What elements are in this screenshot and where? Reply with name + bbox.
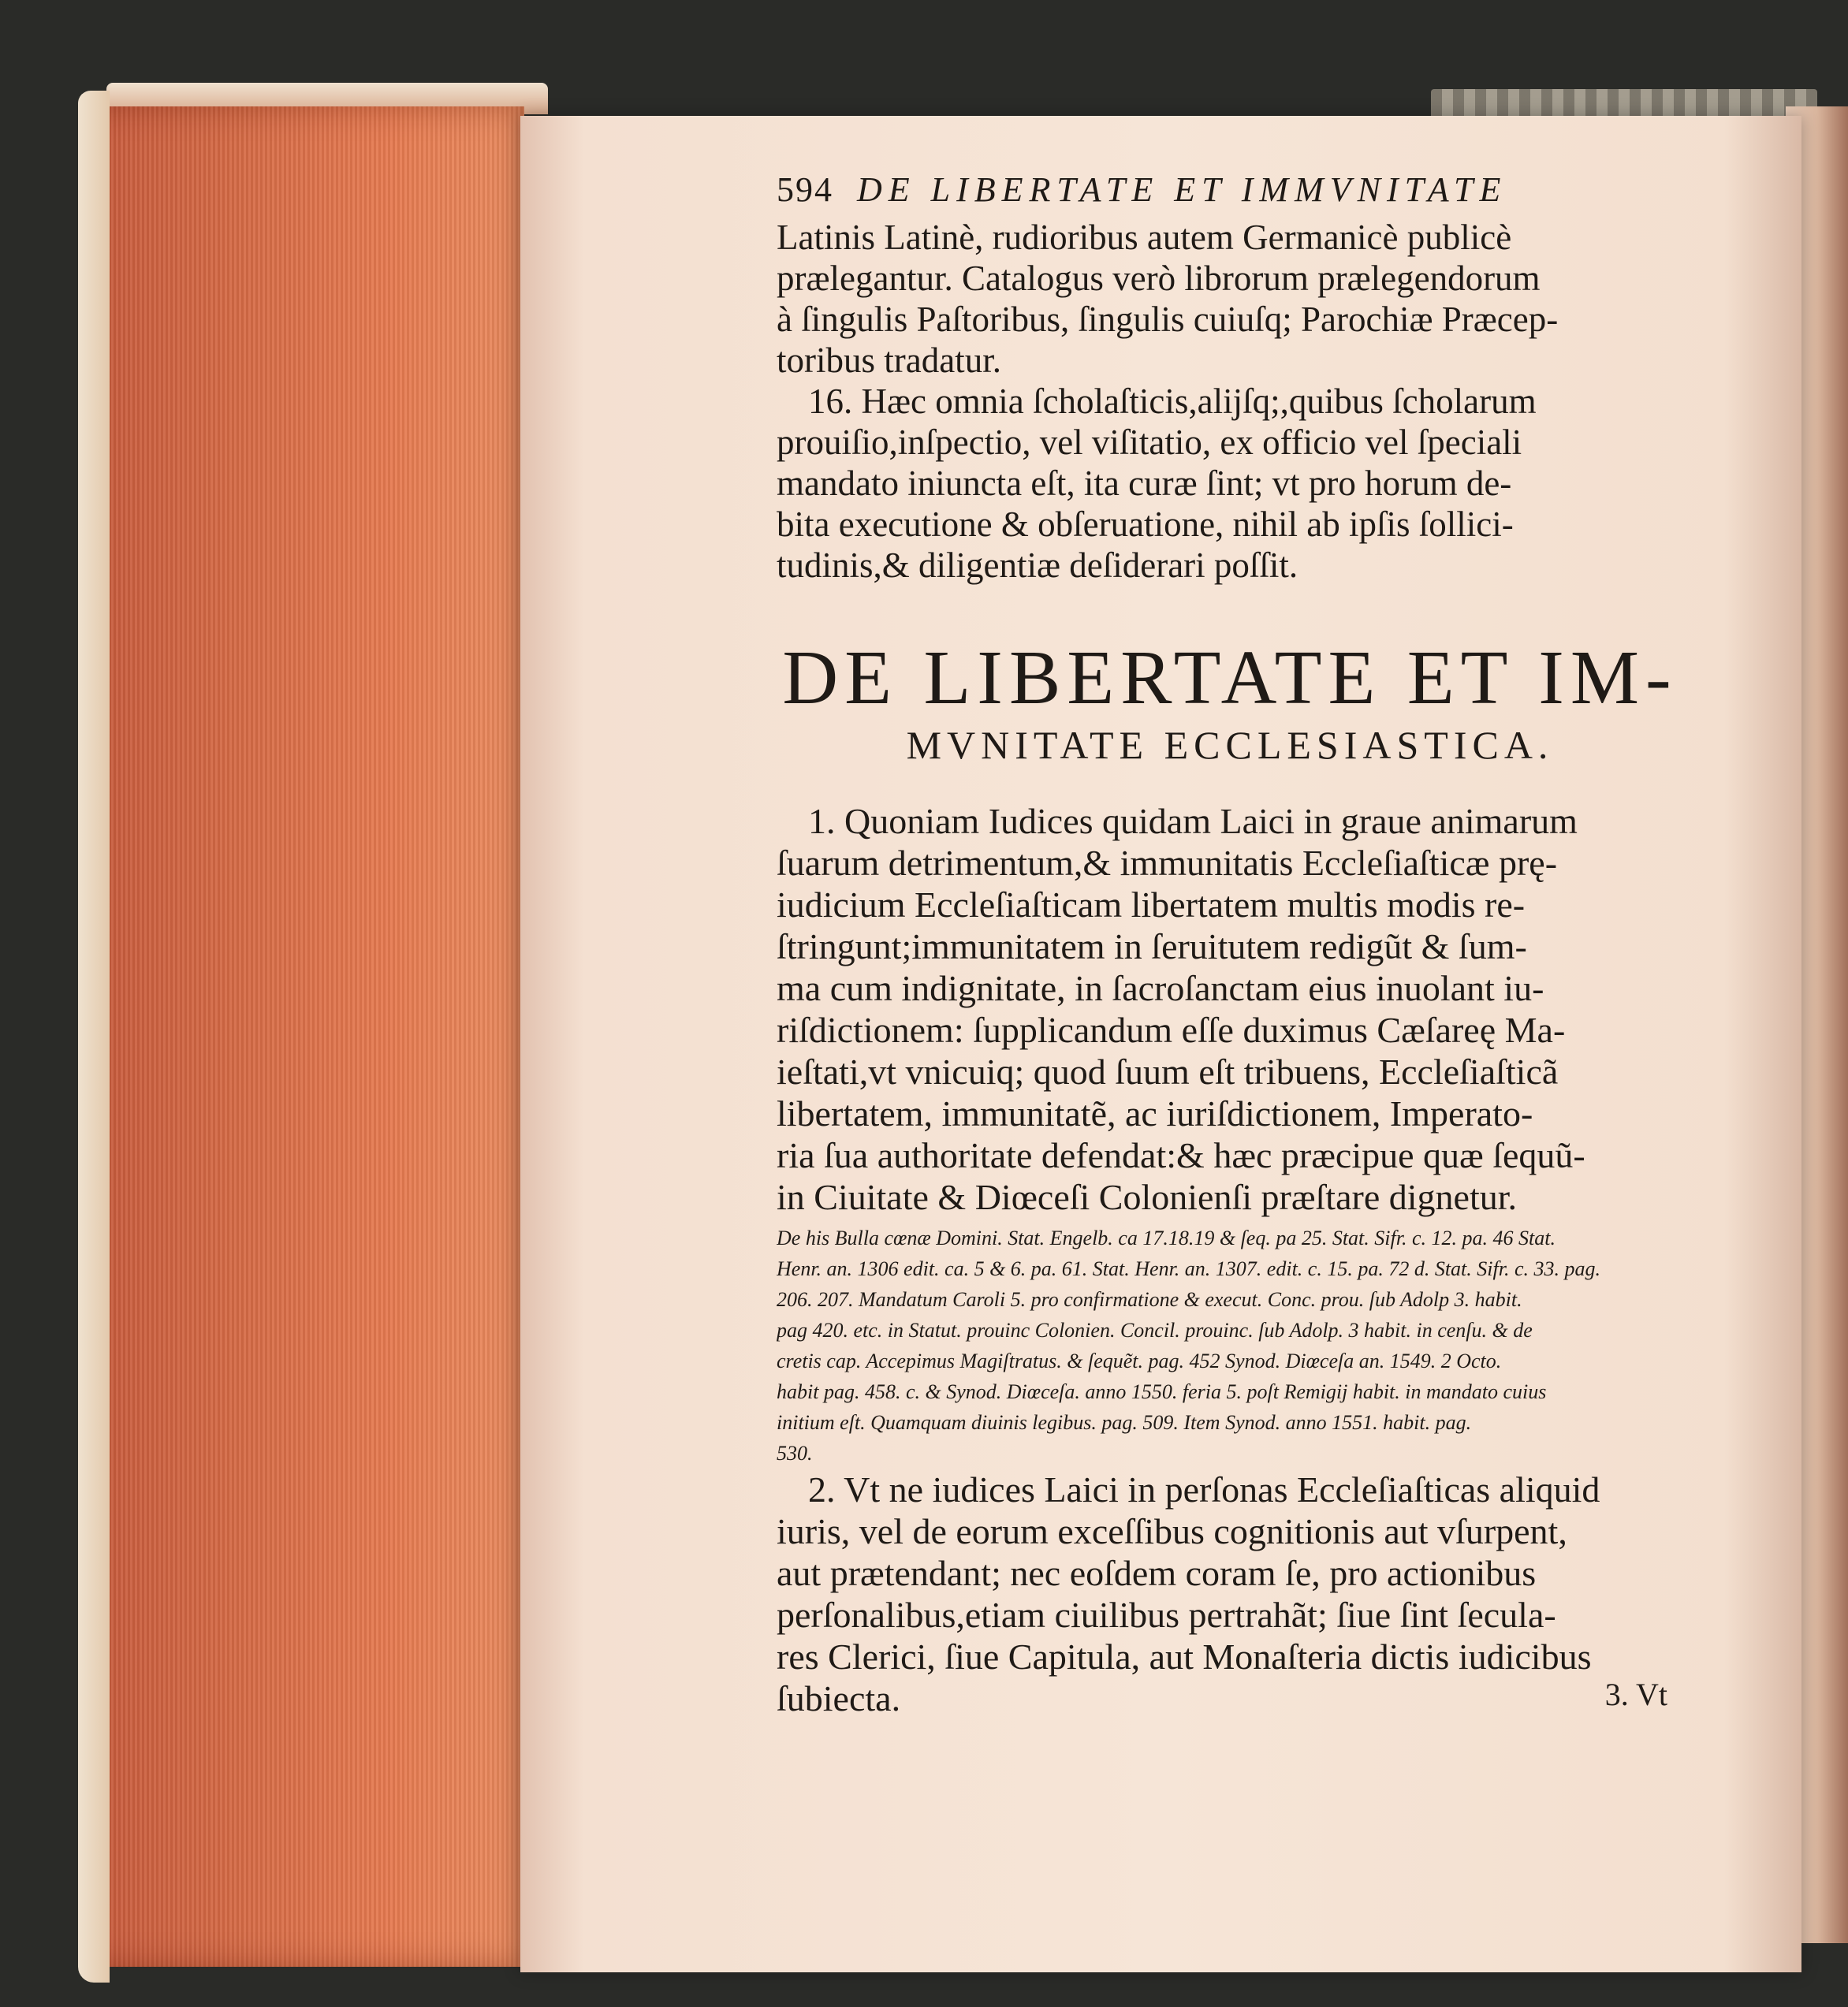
text-line: ma cum indignitate, in ſacroſanctam eius inuolant iu- — [777, 968, 1544, 1008]
text-line: 16. Hæc omnia ſcholaſticis,alijſq;,quibus ſcholarum — [808, 382, 1537, 421]
note-line: 206. 207. Mandatum Caroli 5. pro confirmatione & execut. Conc. prou. ſub Adolp 3. habit. — [777, 1288, 1522, 1311]
note-line: 530. — [777, 1442, 813, 1465]
text-line: ſubiecta. — [777, 1678, 901, 1718]
note-line: De his Bulla cœnæ Domini. Stat. Engelb. ca 17.18.19 & ſeq. pa 25. Stat. Sifr. c. 12. pa. 46 Stat. — [777, 1227, 1556, 1249]
running-title: DE LIBERTATE ET IMMVNITATE — [857, 170, 1507, 209]
vellum-cover-edge — [78, 91, 110, 1983]
text-line: prouiſio,inſpectio, vel viſitatio, ex officio vel ſpeciali — [777, 423, 1522, 462]
section-subtitle: MVNITATE ECCLESIASTICA. — [906, 723, 1554, 767]
marginal-references — [777, 1223, 1683, 1469]
text-line: aut prætendant; nec eoſdem coram ſe, pro actionibus — [777, 1553, 1537, 1593]
text-line: libertatem, immunitatẽ, ac iuriſdictionem, Imperato- — [777, 1093, 1533, 1134]
note-line: pag 420. etc. in Statut. prouinc Colonien. Concil. prouinc. ſub Adolp. 3 habit. in cenſu. & de — [777, 1319, 1533, 1342]
intro-paragraph — [777, 217, 1683, 586]
page-text — [777, 169, 1683, 1719]
red-fore-edge — [83, 106, 524, 1967]
text-line: prælegantur. Catalogus verò librorum prælegendorum — [777, 259, 1541, 298]
text-line: in Ciuitate & Diœceſi Colonienſi præſtare dignetur. — [777, 1177, 1518, 1217]
text-line: perſonalibus,etiam ciuilibus pertrahãt; ſiue ſint ſecula- — [777, 1595, 1556, 1635]
text-line: iuris, vel de eorum exceſſibus cognitionis aut vſurpent, — [777, 1511, 1567, 1551]
text-line: ieſtati,vt vnicuiq; quod ſuum eſt tribuens, Eccleſiaſticã — [777, 1052, 1559, 1092]
section-title: DE LIBERTATE ET IM- — [782, 635, 1678, 721]
note-line: habit pag. 458. c. & Synod. Diœceſa. anno 1550. feria 5. poſt Remigij habit. in mandato cuius — [777, 1380, 1547, 1403]
text-line: tudinis,& diligentiæ deſiderari poſſit. — [777, 546, 1298, 585]
text-line: 2. Vt ne iudices Laici in perſonas Eccleſiaſticas aliquid — [808, 1469, 1600, 1510]
text-line: res Clerici, ſiue Capitula, aut Monaſteria dictis iudicibus — [777, 1637, 1592, 1677]
text-line: ria ſua authoritate defendat:& hæc præcipue quæ ſequũ- — [777, 1135, 1585, 1175]
text-line: bita executione & obſeruatione, nihil ab ipſis ſollici- — [777, 505, 1514, 544]
text-line: toribus tradatur. — [777, 341, 1001, 380]
text-line: à ſingulis Paſtoribus, ſingulis cuiuſq; Parochiæ Præcep- — [777, 300, 1559, 339]
catchword: 3. Vt — [1604, 1677, 1667, 1712]
text-line: mandato iniuncta eſt, ita curæ ſint; vt pro horum de- — [777, 464, 1512, 503]
note-line: Henr. an. 1306 edit. ca. 5 & 6. pa. 61. Stat. Henr. an. 1307. edit. c. 15. pa. 72 d. Stat. Sifr. c. 33. pag. — [777, 1257, 1601, 1280]
page-number: 594 — [777, 170, 833, 209]
text-line: Latinis Latinè, rudioribus autem Germanicè publicè — [777, 218, 1512, 257]
text-line: riſdictionem: ſupplicandum eſſe duximus Cæſareę Ma- — [777, 1010, 1566, 1050]
paragraph-1 — [777, 800, 1683, 1218]
note-line: initium eſt. Quamquam diuinis legibus. pag. 509. Item Synod. anno 1551. habit. pag. — [777, 1411, 1472, 1434]
text-line: ſuarum detrimentum,& immunitatis Eccleſiaſticæ prę- — [777, 843, 1558, 883]
note-line: cretis cap. Accepimus Magiſtratus. & ſequẽt. pag. 452 Synod. Diœceſa an. 1549. 2 Octo. — [777, 1350, 1502, 1372]
text-line: iudicium Eccleſiaſticam libertatem multis modis re- — [777, 884, 1526, 925]
text-line: ſtringunt;immunitatem in ſeruitutem redigũt & ſum- — [777, 926, 1527, 966]
running-header — [777, 169, 1683, 217]
text-line: 1. Quoniam Iudices quidam Laici in graue animarum — [808, 801, 1578, 841]
paragraph-2 — [777, 1469, 1683, 1719]
